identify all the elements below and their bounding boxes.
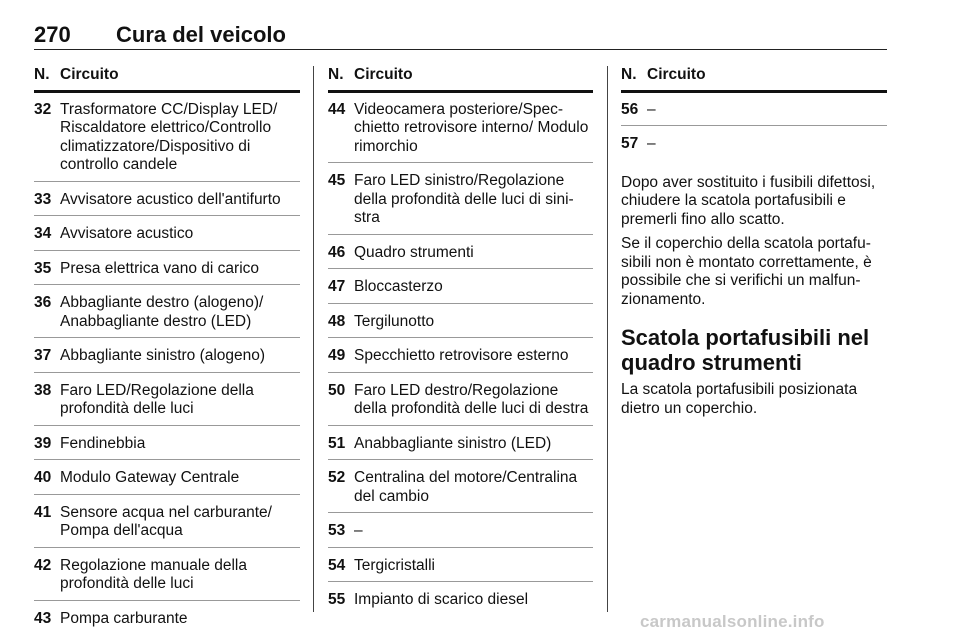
table-row <box>328 547 593 576</box>
circuit-description: Modulo Gateway Centrale <box>60 469 240 486</box>
table-row <box>34 547 300 594</box>
table-row <box>328 162 593 228</box>
table-row <box>34 600 300 629</box>
page-header <box>34 24 887 50</box>
circuit-description: Tergilunotto <box>354 312 435 330</box>
column-divider <box>607 66 608 612</box>
circuit-description: – <box>647 135 656 152</box>
table-row <box>328 101 593 157</box>
section-heading: Scatola portafusibili nel quadro strumenti <box>621 325 870 375</box>
header-number: N. <box>621 66 637 83</box>
circuit-description: Tergicristalli <box>354 556 435 574</box>
header-circuit: Circuito <box>647 66 706 83</box>
table-row <box>34 181 300 210</box>
fuse-number: 55 <box>328 591 346 608</box>
fuse-number: 41 <box>34 503 52 521</box>
fuse-number: 36 <box>34 294 52 311</box>
circuit-description: Bloccasterzo <box>354 278 443 295</box>
fuse-number: 34 <box>34 225 52 242</box>
table-row <box>34 101 300 175</box>
fuse-number: 50 <box>328 381 346 399</box>
table-row <box>328 512 593 541</box>
fuse-number: 38 <box>34 381 52 399</box>
table-row <box>34 425 300 454</box>
fuse-number: 57 <box>621 135 639 152</box>
table-row <box>328 372 593 419</box>
paragraph-fusebox-location: La scatola portafusibili posizionata dietro un coperchio. <box>621 381 858 417</box>
circuit-description: Abbagliante destro (alogeno)/ Anabbagliante destro (LED) <box>60 294 264 330</box>
fuse-number: 53 <box>328 522 346 539</box>
fuse-table-column-1 <box>34 66 300 628</box>
fuse-number: 51 <box>328 434 346 452</box>
fuse-number: 39 <box>34 434 52 452</box>
table-row <box>34 250 300 279</box>
column-divider <box>313 66 314 612</box>
fuse-number: 37 <box>34 347 52 364</box>
table-row <box>328 459 593 506</box>
table-row <box>621 101 887 120</box>
fuse-table-column-3 <box>621 66 887 424</box>
circuit-description: Trasformatore CC/Display LED/ Riscaldatore elettrico/Controllo climatizzatore/Dispositivo di controllo candele <box>60 100 278 173</box>
table-row <box>328 337 593 366</box>
table-row <box>328 425 593 454</box>
fuse-list <box>621 101 887 154</box>
fuse-number: 44 <box>328 100 346 118</box>
fuse-number: 42 <box>34 556 52 574</box>
table-row <box>328 234 593 263</box>
table-row <box>328 581 593 610</box>
fuse-number: 43 <box>34 609 52 627</box>
circuit-description: Quadro strumenti <box>354 243 474 261</box>
fuse-number: 35 <box>34 259 52 277</box>
table-row <box>328 303 593 332</box>
fuse-number: 54 <box>328 556 346 574</box>
fuse-number: 52 <box>328 469 346 486</box>
page-number: 270 <box>34 22 71 47</box>
page-title: Cura del veicolo <box>116 22 286 47</box>
fuse-number: 40 <box>34 469 52 486</box>
paragraph-cover-warning: Se il coperchio della scatola portafu- sibili non è montato correttamente, è possibile che si verifichi un malfun- zionamento. <box>621 235 872 308</box>
table-row <box>34 494 300 541</box>
fuse-number: 33 <box>34 190 52 208</box>
fuse-number: 56 <box>621 100 639 118</box>
circuit-description: Impianto di scarico diesel <box>354 591 529 608</box>
circuit-description: Fendinebbia <box>60 434 146 452</box>
circuit-description: Videocamera posteriore/Spec- chietto retrovisore interno/ Modulo rimorchio <box>354 100 589 155</box>
circuit-description: Specchietto retrovisore esterno <box>354 347 569 364</box>
fuse-number: 49 <box>328 347 346 364</box>
circuit-description: Centralina del motore/Centralina del cambio <box>354 469 578 505</box>
circuit-description: Faro LED sinistro/Regolazione della profondità delle luci di sini- stra <box>354 172 574 226</box>
fuse-list <box>328 101 593 610</box>
fuse-number: 45 <box>328 172 346 189</box>
table-row <box>34 459 300 488</box>
fuse-table-column-2 <box>328 66 593 610</box>
table-row <box>34 284 300 331</box>
table-row <box>34 372 300 419</box>
circuit-description: Avvisatore acustico <box>60 225 194 242</box>
table-header <box>34 66 300 93</box>
fuse-number: 46 <box>328 243 346 261</box>
header-circuit: Circuito <box>60 66 119 83</box>
fuse-list <box>34 101 300 629</box>
circuit-description: Faro LED/Regolazione della profondità delle luci <box>60 381 254 417</box>
circuit-description: Pompa carburante <box>60 609 188 627</box>
circuit-description: Sensore acqua nel carburante/ Pompa dell'acqua <box>60 503 272 539</box>
table-row <box>328 268 593 297</box>
paragraph-after-replacement: Dopo aver sostituito i fusibili difettosi, chiudere la scatola portafusibili e premerli fino allo scatto. <box>621 173 876 228</box>
circuit-description: – <box>647 100 656 118</box>
header-number: N. <box>34 66 50 83</box>
circuit-description: Avvisatore acustico dell'antifurto <box>60 190 281 208</box>
fuse-number: 48 <box>328 312 346 330</box>
watermark: carmanualsonline.info <box>640 612 825 631</box>
table-row <box>34 337 300 366</box>
table-row <box>34 215 300 244</box>
fuse-number: 32 <box>34 100 52 118</box>
header-number: N. <box>328 66 344 83</box>
circuit-description: Anabbagliante sinistro (LED) <box>354 434 552 452</box>
table-row <box>621 125 887 154</box>
header-circuit: Circuito <box>354 66 413 83</box>
circuit-description: Presa elettrica vano di carico <box>60 259 260 277</box>
table-header <box>621 66 887 93</box>
fuse-number: 47 <box>328 278 346 295</box>
circuit-description: – <box>354 522 363 539</box>
table-header <box>328 66 593 93</box>
circuit-description: Faro LED destro/Regolazione della profondità delle luci di destra <box>354 381 589 417</box>
circuit-description: Abbagliante sinistro (alogeno) <box>60 347 266 364</box>
circuit-description: Regolazione manuale della profondità delle luci <box>60 556 247 592</box>
